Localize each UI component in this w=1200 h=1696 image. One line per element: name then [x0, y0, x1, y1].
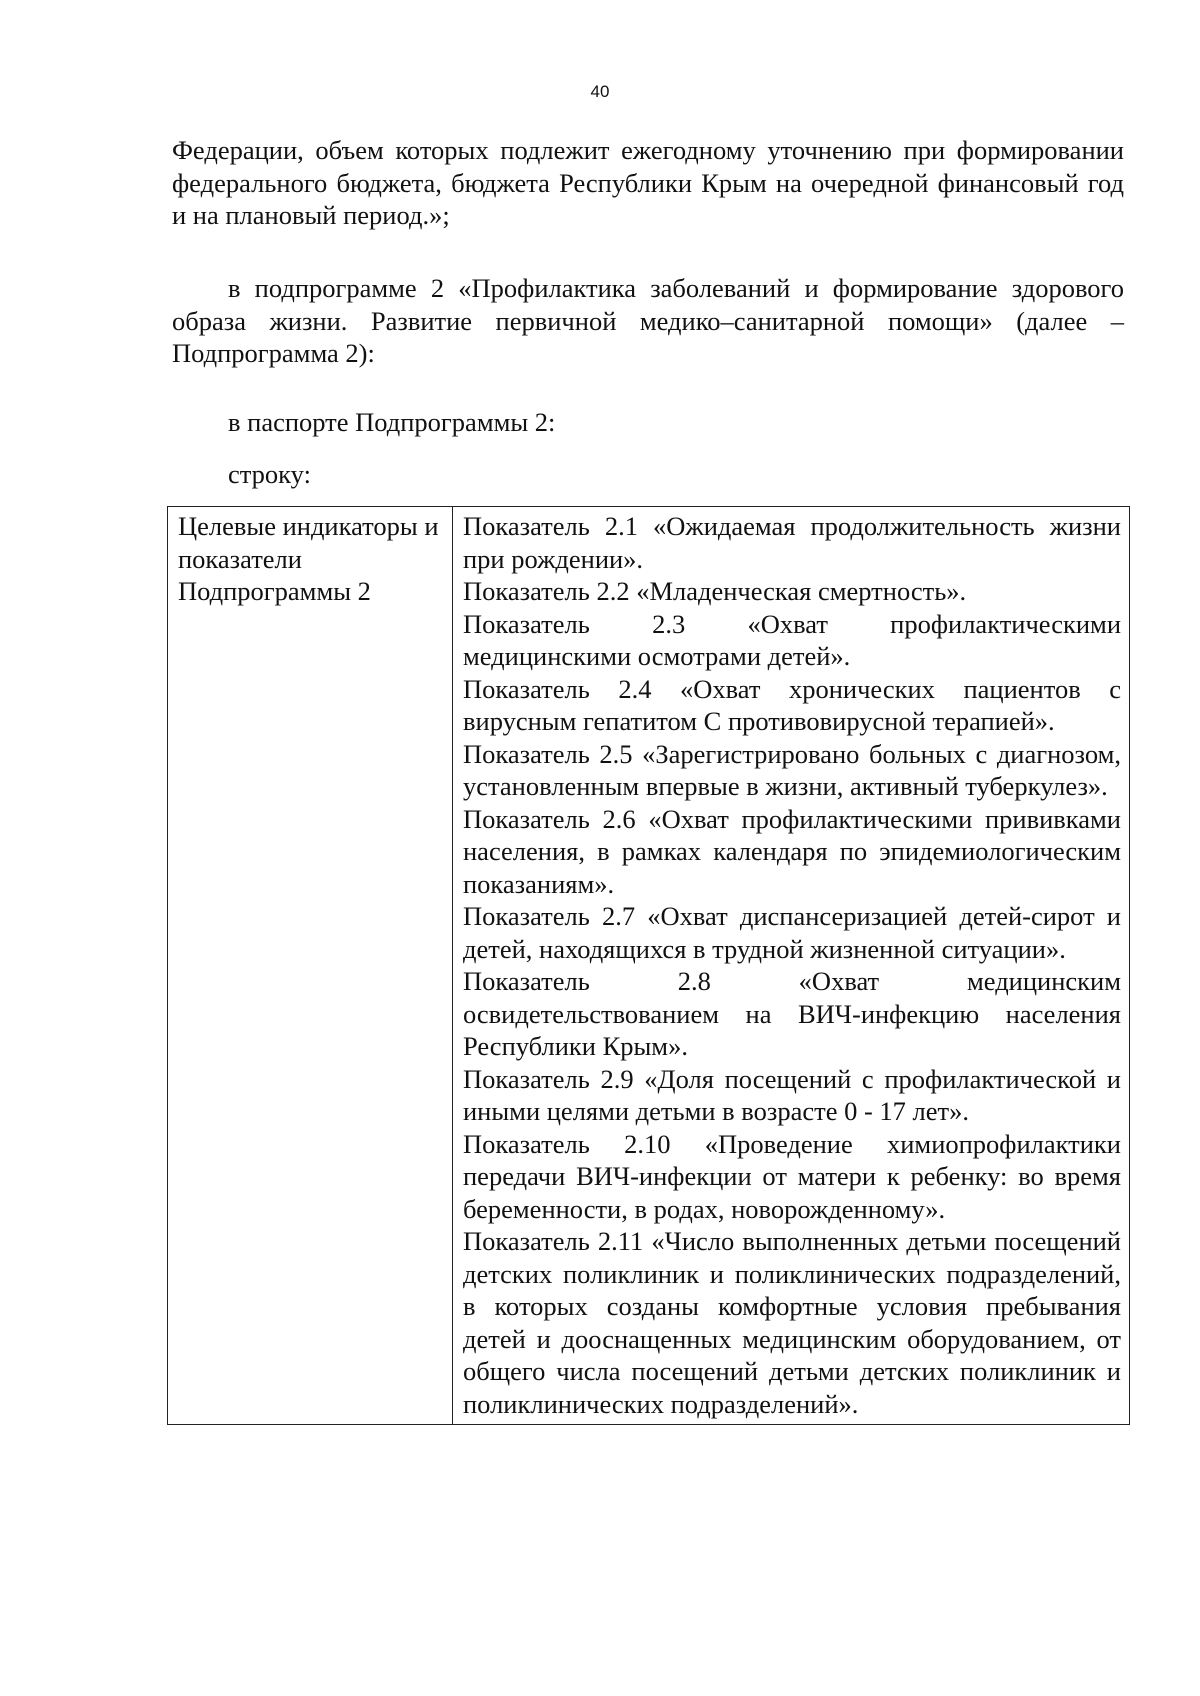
table-right-cell: [453, 507, 1130, 1425]
indicator-2-5: Показатель 2.5 «Зарегистрировано больных с диагнозом, установленным впервые в жизни, активный туберкулез».: [463, 738, 1121, 801]
indicator-2-8: Показатель 2.8 «Охват медицинским освидетельствованием на ВИЧ-инфекцию населения Республики Крым».: [463, 966, 1121, 1061]
paragraph-subprogram-2: в подпрограмме 2 «Профилактика заболеваний и формирование здорового образа жизни. Развитие первичной медико–санитарной помощи» (далее – Подпрограмма 2):: [172, 273, 1124, 369]
indicator-2-11: Показатель 2.11 «Число выполненных детьми посещений детских поликлиник и поликлинических подразделений, в которых созданы комфортные условия пребывания детей и дооснащенных медицинским оборудованием, от общего числа посещений детьми детских поликлиник и поликлинических подразделений».: [463, 1226, 1121, 1419]
passport-table: [167, 506, 1130, 1425]
indicator-2-3: Показатель 2.3 «Охват профилактическими медицинскими осмотрами детей».: [463, 608, 1121, 671]
indicator-2-9: Показатель 2.9 «Доля посещений с профилактической и иными целями детьми в возрасте 0 - 17 лет».: [463, 1063, 1121, 1126]
paragraph-row: строку:: [228, 459, 311, 489]
indicator-2-10: Показатель 2.10 «Проведение химиопрофилактики передачи ВИЧ-инфекции от матери к ребенку: во время беременности, в родах, новорожденному».: [463, 1128, 1121, 1224]
table-left-cell: [168, 507, 453, 1425]
table-row: [168, 507, 1130, 1425]
indicator-2-1: Показатель 2.1 «Ожидаемая продолжительность жизни при рождении».: [463, 511, 1121, 574]
indicator-2-6: Показатель 2.6 «Охват профилактическими прививками населения, в рамках календаря по эпидемиологическим показаниям».: [463, 803, 1121, 899]
page-number: 40: [590, 82, 610, 101]
indicator-2-7: Показатель 2.7 «Охват диспансеризацией детей-сирот и детей, находящихся в трудной жизненной ситуации».: [463, 901, 1121, 964]
indicator-2-2: Показатель 2.2 «Младенческая смертность».: [463, 576, 967, 606]
indicator-2-4: Показатель 2.4 «Охват хронических пациентов с вирусным гепатитом С противовирусной терапией».: [463, 673, 1121, 736]
paragraph-continuation: Федерации, объем которых подлежит ежегодному уточнению при формировании федерального бюджета, бюджета Республики Крым на очередной финансовый год и на плановый период.»;: [172, 135, 1124, 231]
paragraph-passport: в паспорте Подпрограммы 2:: [228, 407, 556, 437]
row-label: Целевые индикаторы и показатели Подпрограммы 2: [178, 511, 439, 606]
